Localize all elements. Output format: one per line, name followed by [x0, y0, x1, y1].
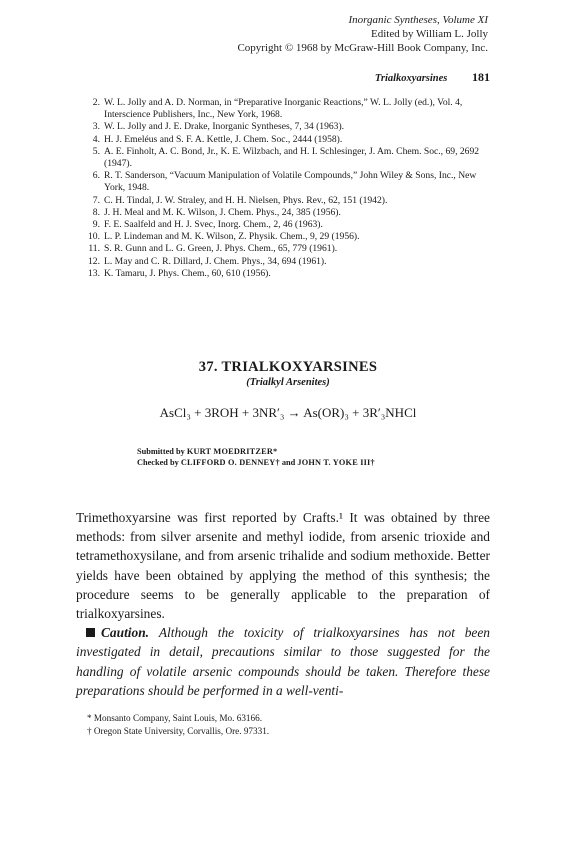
running-head-title: Trialkoxyarsines	[374, 73, 448, 84]
footnote-item: † Oregon State University, Corvallis, Ore. 97331.	[87, 725, 270, 736]
footnote-item: * Monsanto Company, Saint Louis, Mo. 63166.	[87, 713, 262, 723]
reference-number: 12.	[88, 255, 100, 267]
reference-item	[78, 170, 498, 194]
reference-item	[78, 268, 498, 280]
running-head	[0, 70, 490, 85]
reference-item	[78, 219, 498, 231]
reference-number: 6.	[92, 170, 100, 182]
reference-item	[78, 231, 498, 243]
reference-number: 3.	[92, 121, 100, 133]
reference-number: 13.	[88, 267, 100, 279]
submitted-line	[137, 446, 375, 457]
reference-list	[78, 97, 498, 280]
article-subtitle: (Trialkyl Arsenites)	[246, 377, 330, 388]
copyright-line: Copyright © 1968 by McGraw-Hill Book Company, Inc.	[237, 42, 488, 54]
reference-item	[78, 243, 498, 255]
reference-text: F. E. Saalfeld and H. J. Svec, Inorg. Chem., 2, 46 (1963).	[104, 219, 323, 231]
source-metadata	[237, 13, 488, 55]
reference-item	[78, 121, 498, 133]
reference-text: L. May and C. R. Dillard, J. Chem. Phys., 34, 694 (1961).	[104, 255, 327, 267]
reference-number: 8.	[92, 206, 100, 218]
reference-item	[78, 195, 498, 207]
checked-line	[137, 457, 375, 468]
reaction-equation: AsCl₃ + 3ROH + 3NR′₃ → As(OR)₃ + 3R′₃NHCl	[159, 405, 417, 420]
caution-paragraph	[76, 623, 490, 700]
checked-and: and	[281, 458, 296, 467]
reference-text: K. Tamaru, J. Phys. Chem., 60, 610 (1956).	[104, 267, 271, 279]
reference-text: L. P. Lindeman and M. K. Wilson, Z. Physik. Chem., 9, 29 (1956).	[104, 231, 360, 243]
reference-item	[78, 134, 498, 146]
submitter-name: KURT MOEDRITZER*	[186, 447, 278, 456]
reference-text: S. R. Gunn and L. G. Green, J. Phys. Chem., 65, 779 (1961).	[104, 243, 338, 255]
reference-text: R. T. Sanderson, “Vacuum Manipulation of Volatile Compounds,” John Wiley & Sons, Inc., New York, 1948.	[104, 170, 477, 194]
caution-square-icon	[86, 628, 95, 637]
footnotes	[87, 712, 269, 737]
reference-number: 7.	[92, 194, 100, 206]
reference-text: J. H. Meal and M. K. Wilson, J. Chem. Phys., 24, 385 (1956).	[104, 206, 341, 218]
reference-item	[78, 97, 498, 121]
reference-item	[78, 146, 498, 170]
reference-number: 4.	[92, 133, 100, 145]
editor-line: Edited by William L. Jolly	[371, 28, 488, 40]
checked-label: Checked by	[137, 458, 179, 467]
author-credits	[137, 446, 375, 468]
reference-item	[78, 256, 498, 268]
checker-name: JOHN T. YOKE III†	[297, 458, 375, 467]
series-title: Inorganic Syntheses, Volume XI	[348, 14, 488, 26]
reference-number: 2.	[92, 97, 100, 108]
reference-number: 5.	[92, 145, 100, 157]
reference-text: C. H. Tindal, J. W. Straley, and H. H. Nielsen, Phys. Rev., 62, 151 (1942).	[104, 194, 388, 206]
reference-text: W. L. Jolly and J. E. Drake, Inorganic Syntheses, 7, 34 (1963).	[104, 121, 345, 133]
submitted-label: Submitted by	[137, 447, 185, 456]
paragraph-intro: Trimethoxyarsine was first reported by Crafts.¹ It was obtained by three methods: from silver arsenite and methyl iodide, from arsenic trioxide and tetramethoxysilane, and from arsenic trihalide and sodium methoxide. Better yields have been obtained by applying the method of this synthesis; the procedure seems to be generally applicable to the preparation of trialkoxyarsines.	[76, 510, 490, 622]
reference-text: H. J. Emeléus and S. F. A. Kettle, J. Chem. Soc., 2444 (1958).	[104, 133, 343, 145]
reference-number: 11.	[88, 243, 100, 255]
caution-text: Although the toxicity of trialkoxyarsines has not been investigated in detail, precautions similar to those suggested for the handling of volatile arsenic compounds should be taken. Therefore these preparations should be performed in a well-venti-	[76, 625, 490, 698]
reference-item	[78, 207, 498, 219]
caution-lead: Caution.	[101, 625, 150, 641]
reference-text: W. L. Jolly and A. D. Norman, in “Preparative Inorganic Reactions,” W. L. Jolly (ed.), Vol. 4, Interscience Publishers, Inc., New York, 1968.	[104, 97, 463, 121]
reference-number: 9.	[92, 219, 100, 231]
page-number: 181	[472, 70, 490, 84]
reference-text: A. E. Finholt, A. C. Bond, Jr., K. E. Wilzbach, and H. I. Schlesinger, J. Am. Chem. Soc., 69, 2692 (1947).	[104, 145, 480, 170]
body-text	[76, 508, 490, 700]
article-title: 37. TRIALKOXYARSINES	[198, 359, 378, 375]
reference-number: 10.	[88, 231, 100, 243]
checker-name: CLIFFORD O. DENNEY†	[180, 458, 280, 467]
